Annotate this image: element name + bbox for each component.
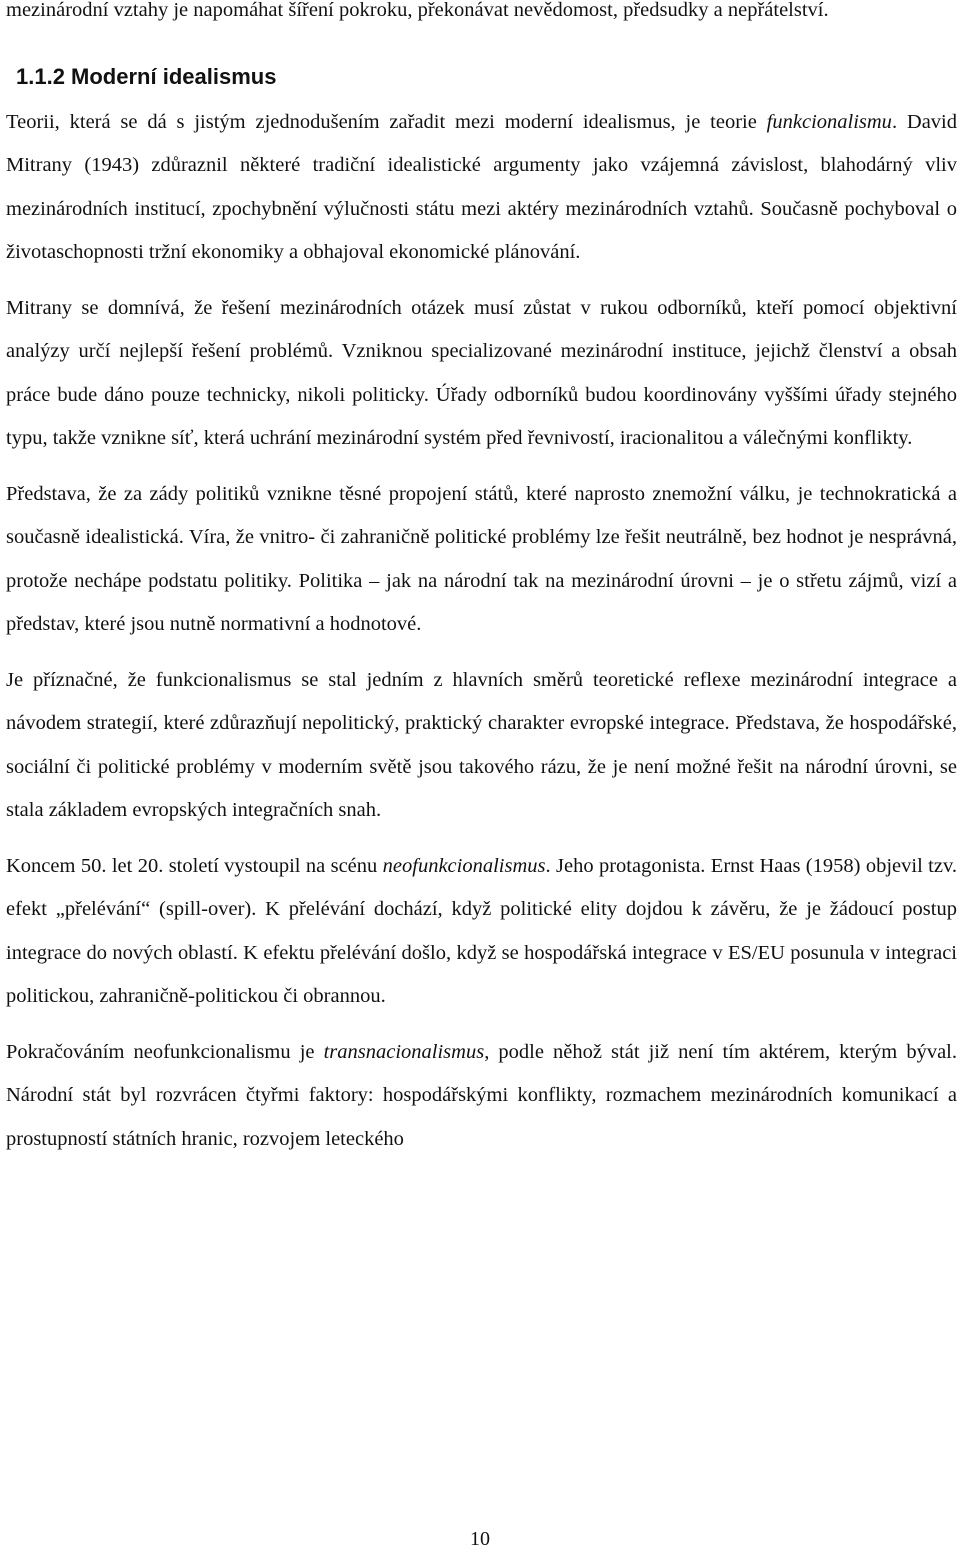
paragraph-1-text-a: Teorii, která se dá s jistým zjednodušením zařadit mezi moderní idealismus, je teorie [6, 110, 767, 133]
document-page [6, 0, 957, 1161]
paragraph-1-text-b: . David Mitrany (1943) zdůraznil některé tradiční idealistické argumenty jako vzájemná závislost, blahodárný vliv mezinárodních institucí, zpochybnění výlučnosti státu mezi aktéry mezinárodních vztahů. Současně pochyboval o životaschopnosti tržní ekonomiky a obhajoval ekonomické plánování. [6, 110, 958, 263]
paragraph-6-term: transnacionalismus [323, 1040, 485, 1063]
paragraph-5 [6, 845, 957, 1019]
paragraph-5-term: neofunkcionalismus [382, 854, 546, 877]
paragraph-6-text-b: , podle něhož stát již není tím aktérem, kterým býval. Národní stát byl rozvrácen čtyřmi faktory: hospodářskými konflikty, rozmachem mezinárodních komunikací a prostupností státních hranic, rozvojem leteckého [6, 1040, 957, 1150]
section-heading: 1.1.2 Moderní idealismus [16, 63, 277, 89]
page-number: 10 [470, 1528, 490, 1550]
paragraph-6-text-a: Pokračováním neofunkcionalismu je [6, 1040, 324, 1063]
paragraph-3: Představa, že za zády politiků vznikne těsné propojení států, které naprosto znemožní válku, je technokratická a současně idealistická. Víra, že vnitro- či zahraničně politické problémy lze řešit neutrálně, bez hodnot je nesprávná, protože nechápe podstatu politiky. Politika – jak na národní tak na mezinárodní úrovni – je o střetu zájmů, vizí a představ, které jsou nutně normativní a hodnotové. [6, 482, 957, 635]
paragraph-4: Je příznačné, že funkcionalismus se stal jedním z hlavních směrů teoretické reflexe mezinárodní integrace a návodem strategií, které zdůrazňují nepolitický, praktický charakter evropské integrace. Představa, že hospodářské, sociální či politické problémy v moderním světě jsou takového rázu, že je není možné řešit na národní úrovni, se stala základem evropských integračních snah. [6, 668, 957, 821]
paragraph-2: Mitrany se domnívá, že řešení mezinárodních otázek musí zůstat v rukou odborníků, kteří pomocí objektivní analýzy určí nejlepší řešení problémů. Vzniknou specializované mezinárodní instituce, jejichž členství a obsah práce bude dáno pouze technicky, nikoli politicky. Úřady odborníků budou koordinovány vyššími úřady stejného typu, takže vznikne síť, která uchrání mezinárodní systém před řevnivostí, iracionalitou a válečnými konflikty. [6, 296, 957, 449]
paragraph-1-term: funkcionalismu [766, 110, 892, 133]
paragraph-6 [6, 1031, 957, 1162]
paragraph-1 [6, 101, 957, 275]
paragraph-5-text-b: . Jeho protagonista. Ernst Haas (1958) objevil tzv. efekt „přelévání“ (spill-over). K přelévání dochází, když politické elity dojdou k závěru, že je žádoucí postup integrace do nových oblastí. K efektu přelévání došlo, když se hospodářská integrace v ES/EU posunula v integraci politickou, zahraničně-politickou či obrannou. [6, 854, 957, 1007]
paragraph-5-text-a: Koncem 50. let 20. století vystoupil na scénu [6, 854, 383, 877]
paragraph-intro-tail: mezinárodní vztahy je napomáhat šíření pokroku, překonávat nevědomost, předsudky a nepřátelství. [6, 0, 829, 21]
